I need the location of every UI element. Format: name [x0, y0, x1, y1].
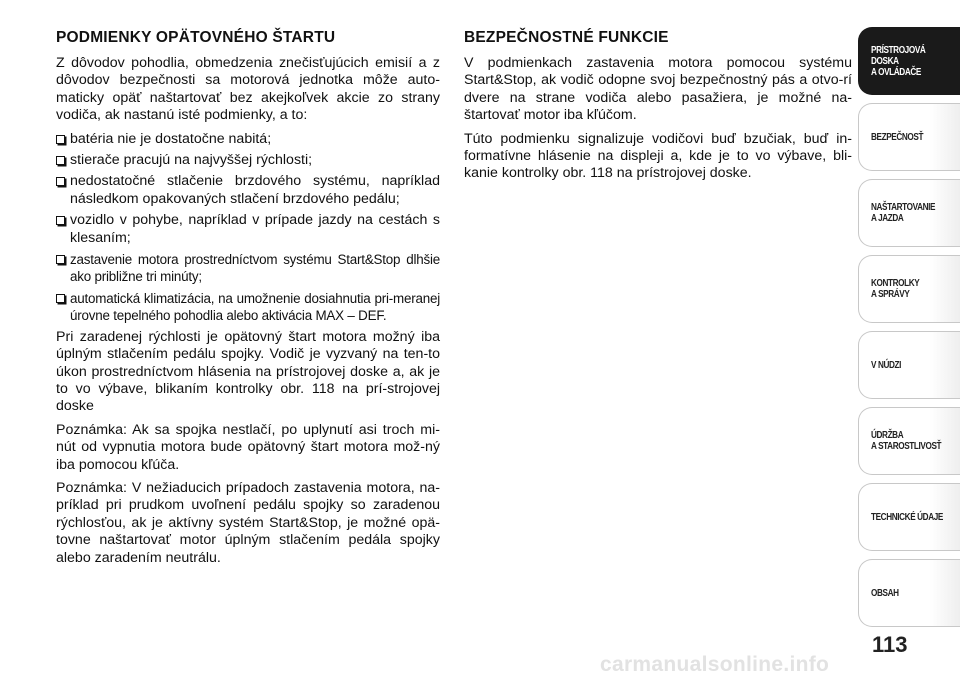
checkbox-bullet-icon — [56, 135, 65, 144]
watermark: carmanualsonline.info — [600, 653, 830, 676]
left-column — [56, 28, 440, 573]
clutch-restart-paragraph: Pri zaradenej rýchlosti je opätovný štart motora možný iba úplným stlačením pedálu spojky. Vodič je vyzvaný na ten-to úkon prostredníctvom hlásenia na prístrojovej doske a, ak je to vo výbave, blikaním kontrolky obr. 118 na prí-strojovej doske — [56, 328, 440, 415]
tab-kontrolky-a-spravy[interactable]: KONTROLKY A SPRÁVY — [858, 255, 960, 323]
checkbox-bullet-icon — [56, 177, 65, 186]
tab-pristrojova-doska[interactable]: PRÍSTROJOVÁ DOSKA A OVLÁDAČE — [858, 27, 960, 95]
intro-paragraph: Z dôvodov pohodlia, obmedzenia znečisťujúcich emisií a z dôvodov bezpečnosti sa motorová jednotka môže auto-maticky opäť naštartovať bez akejkoľvek akcie zo strany vodiča, ak nastanú isté podmienky, a to: — [56, 55, 440, 124]
tab-technicke-udaje[interactable]: TECHNICKÉ ÚDAJE — [858, 483, 960, 551]
tab-obsah[interactable]: OBSAH — [858, 559, 960, 627]
bullet-item: automatická klimatizácia, na umožnenie dosiahnutia pri-meranej úrovne tepelného pohodlia alebo aktivácia MAX – DEF. — [56, 290, 440, 325]
page-number: 113 — [872, 632, 908, 657]
checkbox-bullet-icon — [56, 255, 65, 264]
bullet-item: nedostatočné stlačenie brzdového systému, napríklad následkom opakovaných stlačení brzdového pedálu; — [56, 173, 440, 208]
safety-paragraph-1: V podmienkach zastavenia motora pomocou systému Start&Stop, ak vodič odopne svoj bezpečnostný pás a otvo-rí dvere na strane vodiča alebo pasažiera, je možné na-štartovať motor iba kľúčom. — [464, 55, 852, 124]
note-paragraph-2: Poznámka: V nežiaducich prípadoch zastavenia motora, na-príklad pri prudkom uvoľnení pedálu spojky so zaradenou rýchlosťou, ak je aktívny systém Start&Stop, je možné opä-tovne naštartovať motor úplným stlačením pedála spojky alebo zaradením neutrálu. — [56, 479, 440, 566]
tab-bezpecnost[interactable]: BEZPEČNOSŤ — [858, 103, 960, 171]
section-heading-safety-functions: BEZPEČNOSTNÉ FUNKCIE — [464, 29, 669, 46]
section-heading-restart-conditions: PODMIENKY OPÄTOVNÉHO ŠTARTU — [56, 29, 336, 46]
safety-paragraph-2: Túto podmienku signalizuje vodičovi buď bzučiak, buď in-formatívne hlásenie na displeji a, kde je to vo výbave, bli-kanie kontrolky obr. 118 na prístrojovej doske. — [464, 130, 852, 182]
chapter-tabs-sidebar — [858, 27, 960, 635]
tab-v-nudzi[interactable]: V NÚDZI — [858, 331, 960, 399]
bullet-item: stierače pracujú na najvyššej rýchlosti; — [56, 152, 440, 169]
right-column — [464, 28, 852, 189]
checkbox-bullet-icon — [56, 216, 65, 225]
tab-nastartovanie-a-jazda[interactable]: NAŠTARTOVANIE A JAZDA — [858, 179, 960, 247]
bullet-item: vozidlo v pohybe, napríklad v prípade jazdy na cestách s klesaním; — [56, 212, 440, 247]
checkbox-bullet-icon — [56, 294, 65, 303]
tab-udrzba-a-starostlivost[interactable]: ÚDRŽBA A STAROSTLIVOSŤ — [858, 407, 960, 475]
bullet-item: zastavenie motora prostredníctvom systému Start&Stop dlhšie ako približne tri minúty; — [56, 251, 440, 286]
note-paragraph-1: Poznámka: Ak sa spojka nestlačí, po uplynutí asi troch mi-nút od vypnutia motora bude opätovný štart motora mož-ný iba pomocou kľúča. — [56, 421, 440, 473]
checkbox-bullet-icon — [56, 156, 65, 165]
bullet-item: batéria nie je dostatočne nabitá; — [56, 131, 440, 148]
